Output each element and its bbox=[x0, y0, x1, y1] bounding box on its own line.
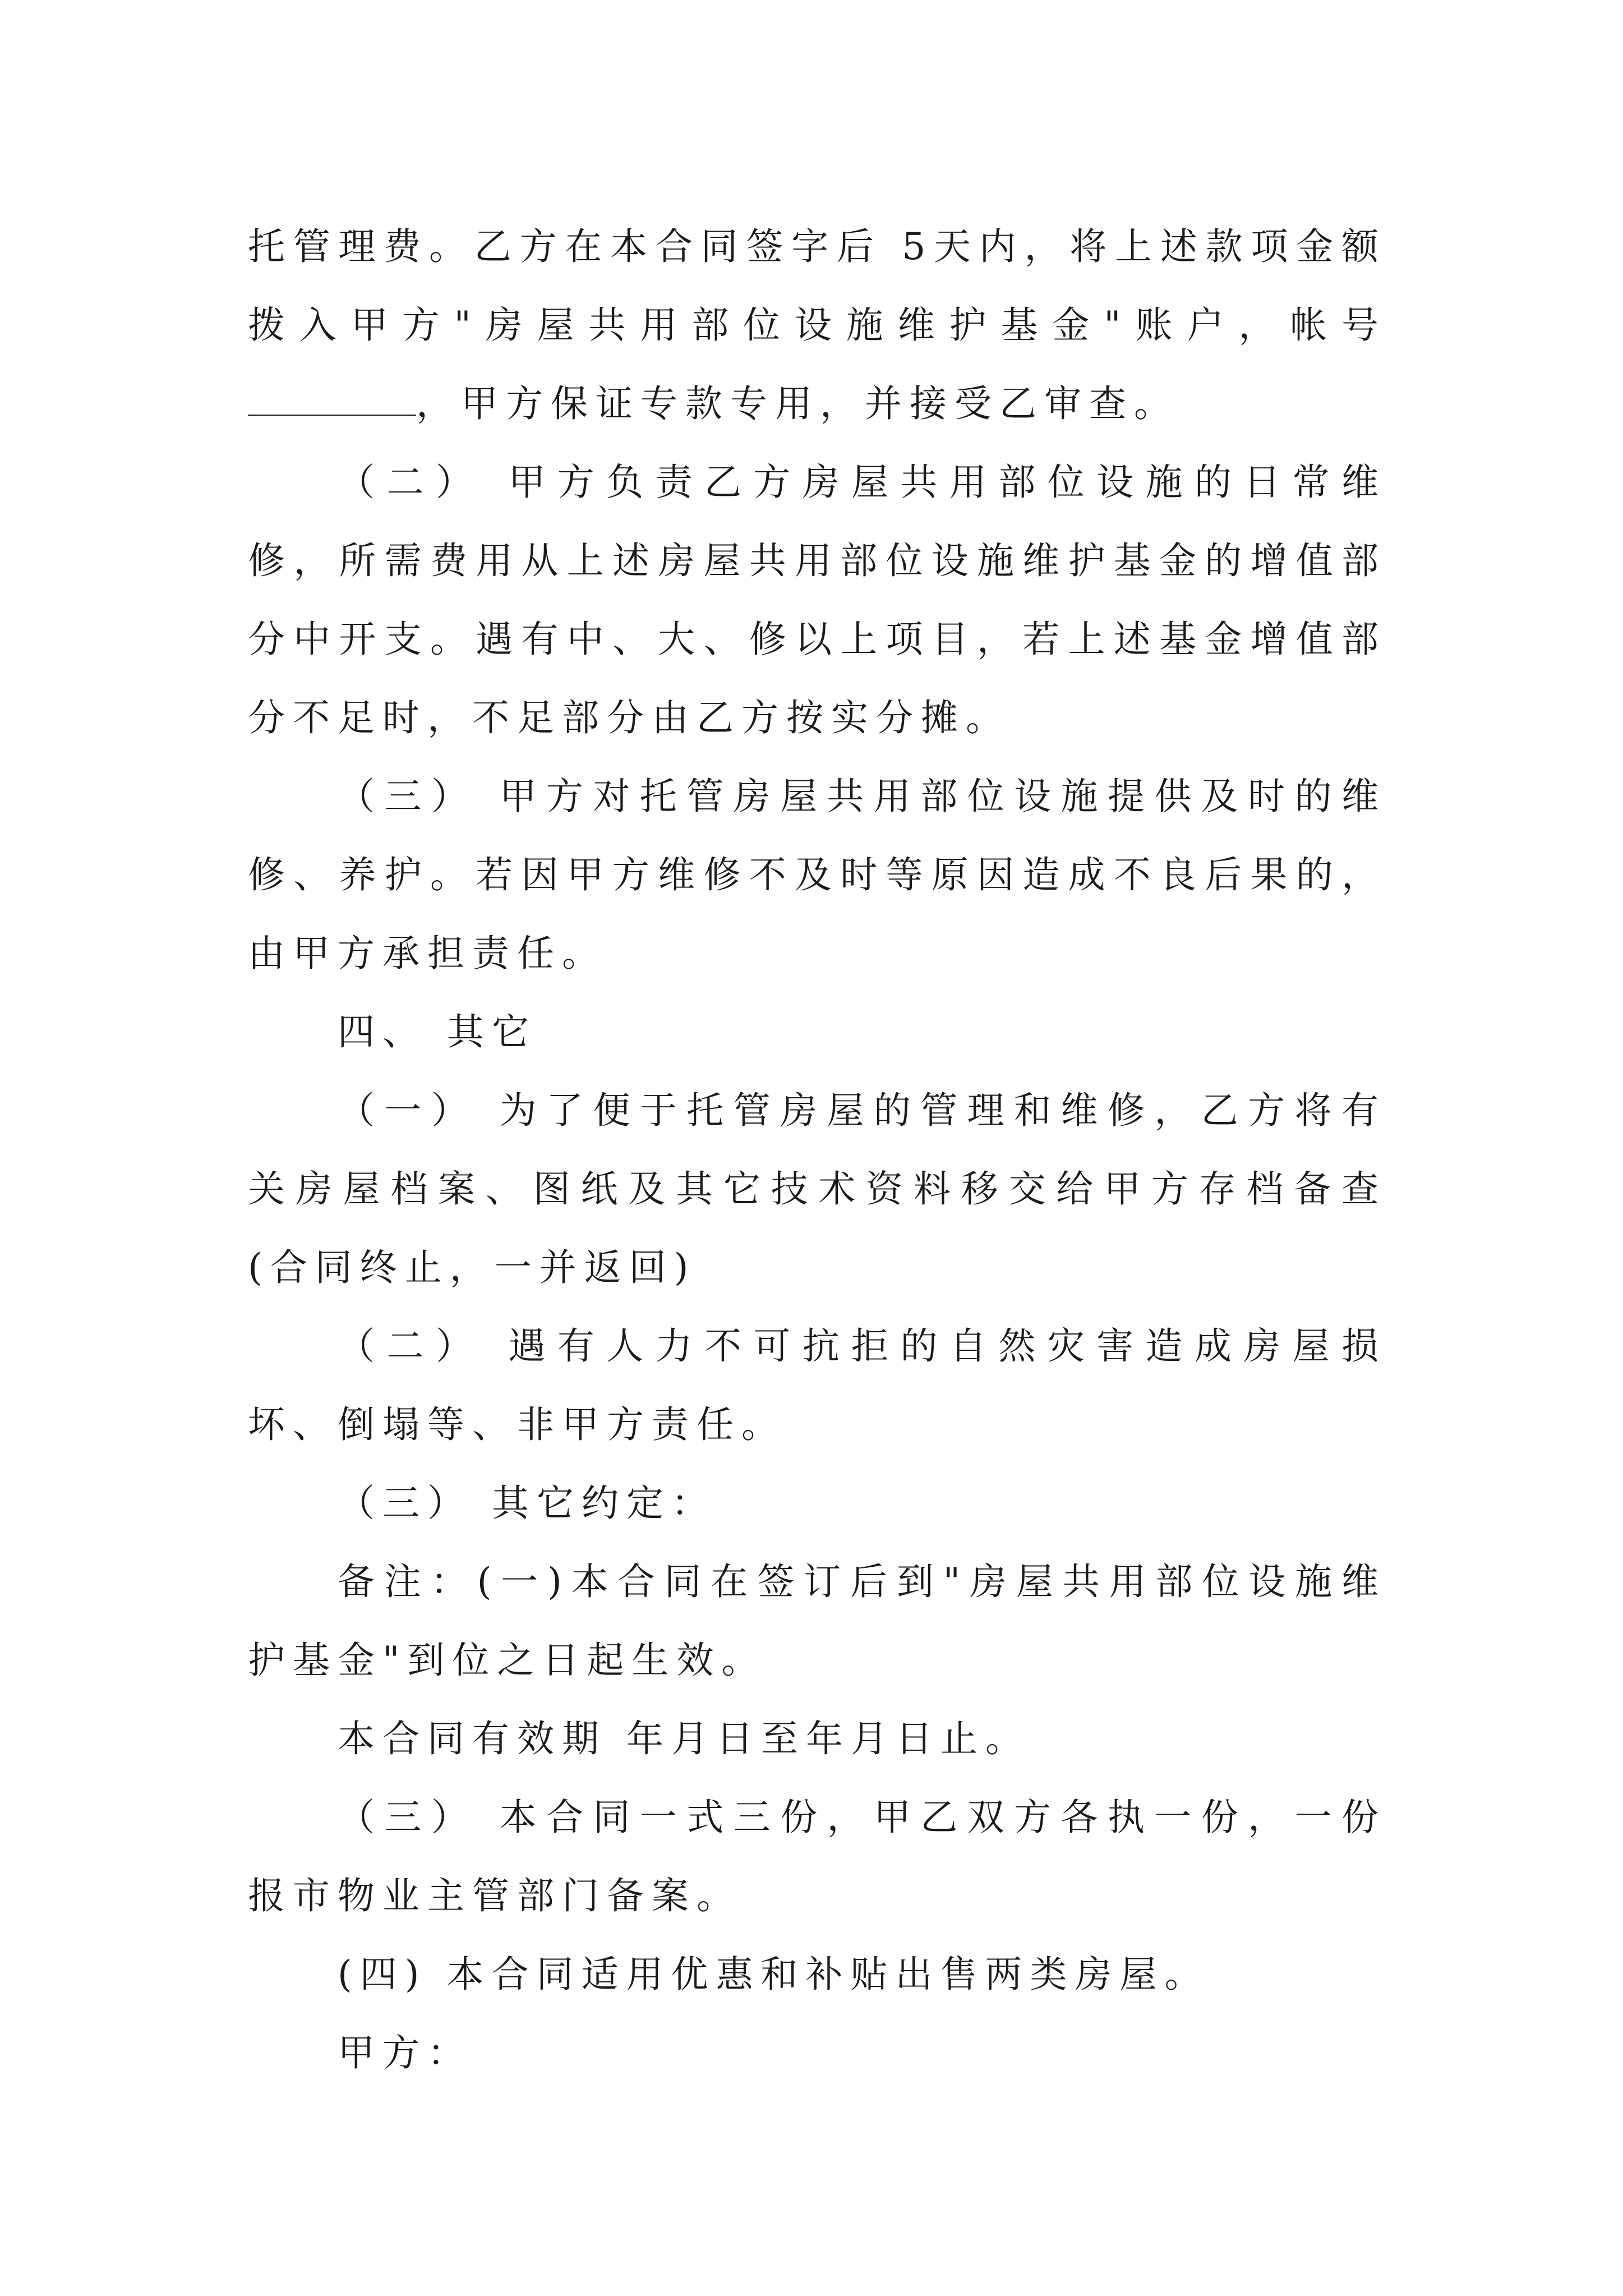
account-number-blank bbox=[248, 381, 416, 416]
paragraph-archive-transfer: （一） 为了便于托管房屋的管理和维修，乙方将有关房屋档案、图纸及其它技术资料移交给甲方存档备查(合同终止，一并返回) bbox=[248, 1089, 1386, 1289]
paragraph-timely-repair: （三） 甲方对托管房屋共用部位设施提供及时的维修、养护。若因甲方维修不及时等原因造成不良后果的，由甲方承担责任。 bbox=[248, 775, 1386, 975]
paragraph-validity-period: 本合同有效期 年月日至年月日止。 bbox=[338, 1717, 1030, 1760]
paragraph-force-majeure: （二） 遇有人力不可抗拒的自然灾害造成房屋损坏、倒塌等、非甲方责任。 bbox=[248, 1324, 1386, 1446]
document-body bbox=[248, 208, 1386, 2092]
section-heading-other: 四、 其它 bbox=[338, 1010, 537, 1053]
fee-transfer-text-end: ，甲方保证专款专用，并接受乙审查。 bbox=[416, 382, 1179, 425]
paragraph-copies: （三） 本合同一式三份，甲乙双方各执一份，一份报市物业主管部门备案。 bbox=[248, 1796, 1386, 1917]
paragraph-applicability: (四) 本合同适用优惠和补贴出售两类房屋。 bbox=[338, 1953, 1210, 1996]
paragraph-remarks: 备注：(一)本合同在签订后到"房屋共用部位设施维护基金"到位之日起生效。 bbox=[248, 1560, 1386, 1682]
party-a-signature-label: 甲方： bbox=[338, 2031, 472, 2074]
paragraph-fee-transfer bbox=[248, 208, 1386, 443]
paragraph-daily-maintenance: （二） 甲方负责乙方房屋共用部位设施的日常维修，所需费用从上述房屋共用部位设施维护基金的增值部分中开支。遇有中、大、修以上项目，若上述基金增值部分不足时，不足部分由乙方按实分摊。 bbox=[248, 461, 1386, 739]
fee-transfer-text: 托管理费。乙方在本合同签字后 5天内，将上述款项金额拨入甲方"房屋共用部位设施维护基金"账户，帐号 bbox=[248, 225, 1386, 347]
paragraph-other-agreements: （三） 其它约定： bbox=[338, 1481, 716, 1525]
